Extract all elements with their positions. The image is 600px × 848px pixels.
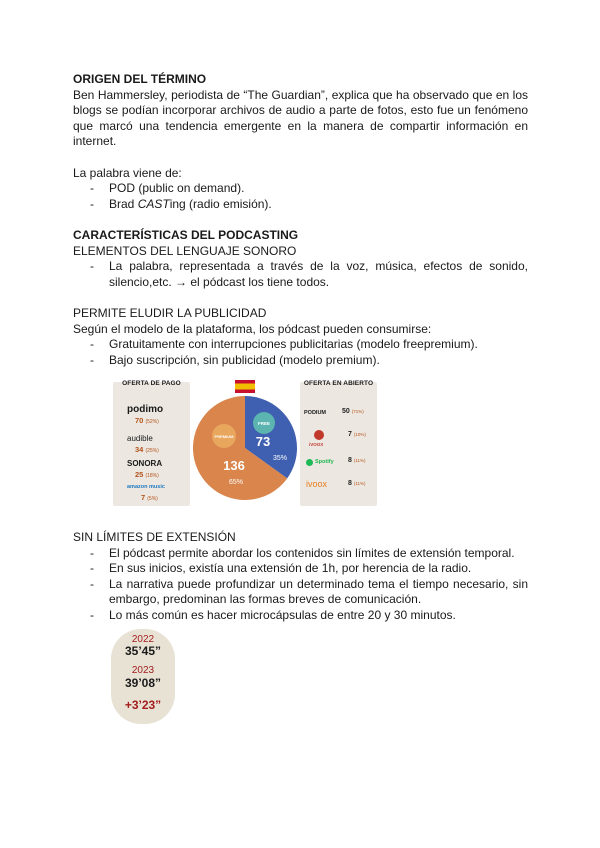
duration-comparison-card xyxy=(111,629,175,724)
list-item: - Brad CASTing (radio emisión). xyxy=(73,197,528,213)
free-percent: 35% xyxy=(272,455,288,462)
duration-2023: 39’08” xyxy=(124,676,162,690)
document-body xyxy=(73,72,528,368)
brand-amazon-music: amazon music xyxy=(127,484,165,490)
list-item: - En sus inicios, existía una extensión de 1h, por herencia de la radio. xyxy=(73,561,528,577)
open-offer-panel xyxy=(300,382,377,506)
list-item: - El pódcast permite abordar los contenidos sin límites de extensión temporal. xyxy=(73,546,528,562)
paid-offer-panel xyxy=(113,382,190,506)
brand-audible: audible xyxy=(127,434,153,443)
premium-percent: 65% xyxy=(228,479,244,486)
ivoox-logo-icon xyxy=(314,430,324,440)
free-premium-pie xyxy=(193,378,303,506)
year-2023: 2023 xyxy=(131,665,155,676)
brand-sonora: SONORA xyxy=(127,459,163,468)
brand-spotify: Spotify xyxy=(315,459,334,465)
advertising-intro: Según el modelo de la plataforma, los pódcast pueden consumirse: xyxy=(73,321,432,336)
premium-label: PREMIUM xyxy=(214,434,234,439)
free-value: 73 xyxy=(255,434,271,449)
brand-ivoox: ivoox xyxy=(306,479,328,489)
subsection-title-length: SIN LÍMITES DE EXTENSIÓN xyxy=(73,530,236,544)
spotify-logo-icon xyxy=(306,459,313,466)
podcast-offer-infographic xyxy=(113,378,377,506)
duration-2022: 35’45” xyxy=(124,644,162,658)
stat-podium: 50 (71%) xyxy=(342,408,364,415)
list-item: - Bajo suscripción, sin publicidad (modelo premium). xyxy=(73,353,528,369)
free-label: FREE xyxy=(257,421,271,426)
stat-ivoox-red: 7 (10%) xyxy=(348,431,366,438)
subsection-title-language: ELEMENTOS DEL LENGUAJE SONORO xyxy=(73,243,297,258)
word-origin-list xyxy=(73,181,528,212)
stat-podimo: 70 (52%) xyxy=(135,416,159,425)
open-offer-title: OFERTA EN ABIERTO xyxy=(303,380,374,387)
brand-podium: PODIUM xyxy=(304,410,326,416)
list-item: - POD (public on demand). xyxy=(73,181,528,197)
stat-amazon-music: 7 (5%) xyxy=(141,493,158,502)
paid-offer-title: OFERTA DE PAGO xyxy=(122,380,181,387)
year-2022: 2022 xyxy=(131,634,155,645)
stat-audible: 34 (25%) xyxy=(135,445,159,454)
subsection-title-advertising: PERMITE ELUDIR LA PUBLICIDAD xyxy=(73,305,267,320)
list-item: - Gratuitamente con interrupciones publicitarias (modelo freepremium). xyxy=(73,337,528,353)
stat-spotify: 8 (11%) xyxy=(348,457,366,464)
section-title-characteristics: CARACTERÍSTICAS DEL PODCASTING xyxy=(73,227,299,242)
language-list xyxy=(73,259,528,290)
advertising-list xyxy=(73,337,528,368)
brand-podimo: podimo xyxy=(127,404,164,415)
origin-paragraph: Ben Hammersley, periodista de “The Guardian”, explica que ha observado que en los blogs se podían incorporar archivos de audio a parte de fotos, esto fue un fenómeno que marcó una tendencia emergente en la manera de compartir información en internet. xyxy=(73,87,528,149)
section-title-origin: ORIGEN DEL TÉRMINO xyxy=(73,72,207,86)
stat-ivoox: 8 (11%) xyxy=(348,480,366,487)
length-list xyxy=(73,546,528,624)
list-item: - La palabra, representada a través de la voz, música, efectos de sonido, silencio,etc. → el pódcast los tiene todos. xyxy=(73,259,528,290)
list-item: - Lo más común es hacer microcápsulas de entre 20 y 30 minutos. xyxy=(73,608,528,624)
duration-difference: +3’23” xyxy=(124,698,162,712)
premium-value: 136 xyxy=(223,458,245,473)
document-body-lower xyxy=(73,530,528,624)
brand-ivoox-red: iVOOX xyxy=(309,442,324,447)
word-origin-intro: La palabra viene de: xyxy=(73,165,182,180)
stat-sonora: 25 (18%) xyxy=(135,470,159,479)
list-item: - La narrativa puede profundizar un determinado tema el tiempo necesario, sin embargo, predominan las formas breves de comunicación. xyxy=(73,577,528,608)
